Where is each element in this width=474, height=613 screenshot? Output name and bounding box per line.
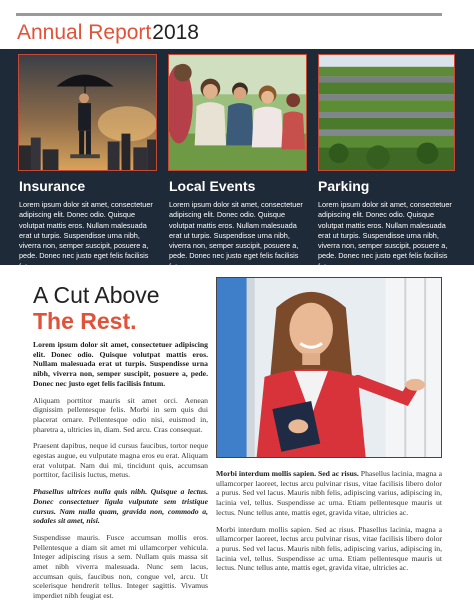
body-paragraph: Praesent dapibus, neque id cursus faucibus, tortor neque egestas augue, eu vulputate magna eros eu erat. Aliquam erat volutpat. Nam dui mi, tincidunt quis, accumsan porttitor, facilisis luctus, metus. [33, 441, 208, 480]
report-year: 2018 [152, 21, 199, 44]
headline-line-2: The Rest. [33, 308, 137, 334]
local-events-photo [168, 54, 307, 171]
feature-insurance [19, 177, 159, 272]
report-title-text: Annual Report [17, 21, 152, 44]
article-right-column [216, 469, 442, 580]
paragraph-rest: Phasellus lacinia, magna a ullamcorper laoreet, lectus arcu pulvinar risus, vitae facilisis libero dolor a purus. Sed vel lacus. Mauris nibh felis, adipiscing varius, adipiscing in, lacinia vel, tellus. Suspendisse ac urna. Etiam pellentesque mauris ut lectus. Nunc tellus ante, mattis eget, gravida vitae, ultricies ac. [216, 469, 443, 517]
feature-heading: Local Events [169, 178, 256, 194]
featured-woman-photo [216, 277, 442, 458]
feature-heading: Insurance [19, 178, 86, 194]
pull-quote: Phasellus ultrices nulla quis nibh. Quisque a lectus. Donec consectetuer ligula vulputate sem tristique cursus. Nam nulla quam, gravida non, commodo a, sodales sit amet, nisi. [33, 487, 208, 526]
body-paragraph: Suspendisse mauris. Fusce accumsan mollis eros. Pellentesque a diam sit amet mi ullamcorper vehicula. Integer adipiscing risus a sem. Nullam quis massa sit amet nibh viverra malesuada. Nunc sem lacus, accumsan quis, faucibus non, congue vel, arcu. Ut scelerisque hendrerit tellus. Integer sagittis. Vivamus imperdiet nibh feugiat est. [33, 532, 208, 601]
headline-line-1: A Cut Above [33, 282, 160, 308]
feature-parking [318, 177, 458, 272]
article-headline [33, 282, 160, 334]
body-paragraph: Morbi interdum mollis sapien. Sed ac risus. Phasellus lacinia, magna a ullamcorper laoreet, lectus arcu pulvinar risus, vitae facilisis libero dolor a purus. Sed vel lacus. Mauris nibh felis, adipiscing varius, adipiscing in, lacinia vel, tellus. Suspendisse ac urna. Etiam pellentesque mauris ut lectus. Nunc tellus ante, mattis eget, gravida vitae, ultricies ac. [216, 524, 442, 573]
insurance-photo [18, 54, 157, 171]
lead-paragraph: Lorem ipsum dolor sit amet, consectetuer adipiscing elit. Donec odio. Quisque volutpat mattis eros. Nullam malesuada erat ut turpis. Suspendisse urna nibh, viverra non, semper suscipit, posuere a, pede. Donec nec justo eget felis facilisis fntum. [33, 340, 208, 388]
body-paragraph: Aliquam porttitor mauris sit amet orci. Aenean dignissim pellentesque felis. Morbi in sem quis dui placerat ornare. Pellentesque odio nisi, euismod in, pharetra a, ultricies in, diam. Sed arcu. Cras consequat. [33, 395, 208, 434]
body-paragraph [216, 469, 442, 518]
parking-photo [318, 54, 455, 171]
article-left-column [33, 340, 208, 608]
paragraph-lead-in: Morbi interdum mollis sapien. Sed ac risus. [216, 469, 359, 478]
report-title [17, 21, 199, 45]
feature-text: Lorem ipsum dolor sit amet, consectetuer adipiscing elit. Donec odio. Quisque volutpat mattis eros. Nullam malesuada erat ut turpis. Suspendisse urna nibh, viverra non, semper suscipit, posuere a, pede. Donec nec justo eget felis facilisis fntum. [318, 200, 452, 271]
top-rule [16, 13, 442, 16]
feature-text: Lorem ipsum dolor sit amet, consectetuer adipiscing elit. Donec odio. Quisque volutpat mattis eros. Nullam malesuada erat ut turpis. Suspendisse urna nibh, viverra non, semper suscipit, posuere a, pede. Donec nec justo eget felis facilisis fntum. [169, 200, 303, 271]
feature-text: Lorem ipsum dolor sit amet, consectetuer adipiscing elit. Donec odio. Quisque volutpat mattis eros. Nullam malesuada erat ut turpis. Suspendisse urna nibh, viverra non, semper suscipit, posuere a, pede. Donec nec justo eget felis facilisis fntum. [19, 200, 153, 271]
feature-local-events [169, 177, 309, 272]
feature-heading: Parking [318, 178, 370, 194]
